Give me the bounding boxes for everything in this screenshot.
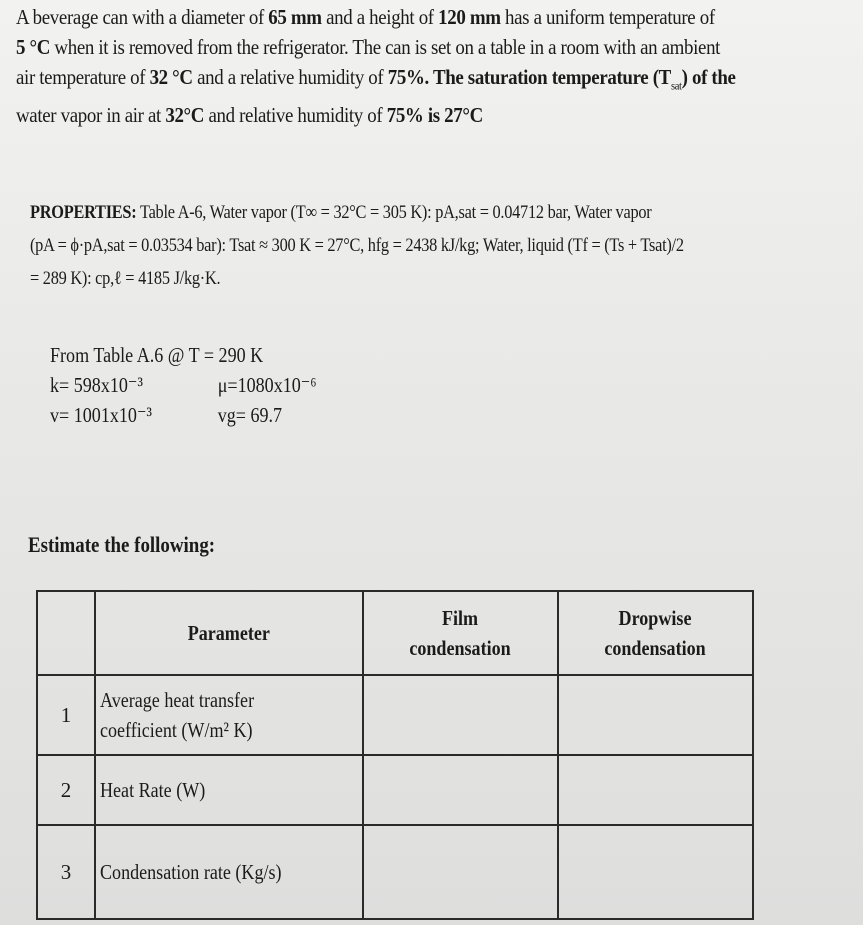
row-parameter: Heat Rate (W) <box>95 755 363 825</box>
problem-statement <box>16 2 843 130</box>
problem-line-1: A beverage can with a diameter of 65 mm and a height of 120 mm has a uniform temperature of <box>16 5 715 29</box>
header-parameter: Parameter <box>95 591 363 675</box>
vg-value: vg= 69.7 <box>217 403 283 427</box>
dropwise-answer-cell[interactable] <box>558 825 753 919</box>
table-row <box>37 825 753 919</box>
properties-line-1: PROPERTIES: Table A-6, Water vapor (T∞ = 32°C = 305 K): pA,sat = 0.04712 bar, Water vapor <box>30 202 652 223</box>
header-dropwise: Dropwise condensation <box>558 591 753 675</box>
header-num-cell <box>37 591 95 675</box>
table-a6-values <box>50 340 317 430</box>
row-number: 3 <box>37 825 95 919</box>
problem-line-4: water vapor in air at 32°C and relative humidity of 75% is 27°C <box>16 103 483 128</box>
table-row <box>37 675 753 755</box>
row-parameter: Average heat transfer coefficient (W/m² K) <box>95 675 363 755</box>
header-film: Film condensation <box>363 591 558 675</box>
row-parameter: Condensation rate (Kg/s) <box>95 825 363 919</box>
v-value: v= 1001x10⁻³ <box>50 403 152 427</box>
properties-block <box>30 196 821 295</box>
problem-line-2: 5 °C when it is removed from the refrigerator. The can is set on a table in a room with an ambient <box>16 35 721 59</box>
answer-table <box>36 590 754 920</box>
dropwise-answer-cell[interactable] <box>558 675 753 755</box>
row-number: 1 <box>37 675 95 755</box>
film-answer-cell[interactable] <box>363 755 558 825</box>
row-number: 2 <box>37 755 95 825</box>
table-row <box>37 755 753 825</box>
k-value: k= 598x10⁻³ <box>50 373 143 397</box>
dropwise-answer-cell[interactable] <box>558 755 753 825</box>
properties-line-2: (pA = ϕ·pA,sat = 0.03534 bar): Tsat ≈ 300 K = 27°C, hfg = 2438 kJ/kg; Water, liquid (Tf = (Ts + Tsat)/2 <box>30 235 684 256</box>
film-answer-cell[interactable] <box>363 675 558 755</box>
table-header-row <box>37 591 753 675</box>
film-answer-cell[interactable] <box>363 825 558 919</box>
estimate-heading: Estimate the following: <box>28 532 216 557</box>
mu-value: μ=1080x10⁻⁶ <box>217 373 317 397</box>
problem-line-3: air temperature of 32 °C and a relative humidity of 75%. The saturation temperature $(T_{sat})$ of the <box>16 65 736 93</box>
table-a6-heading: From Table A.6 @ T = 290 K <box>50 343 264 367</box>
properties-line-3: = 289 K): cp,ℓ = 4185 J/kg·K. <box>30 268 221 289</box>
